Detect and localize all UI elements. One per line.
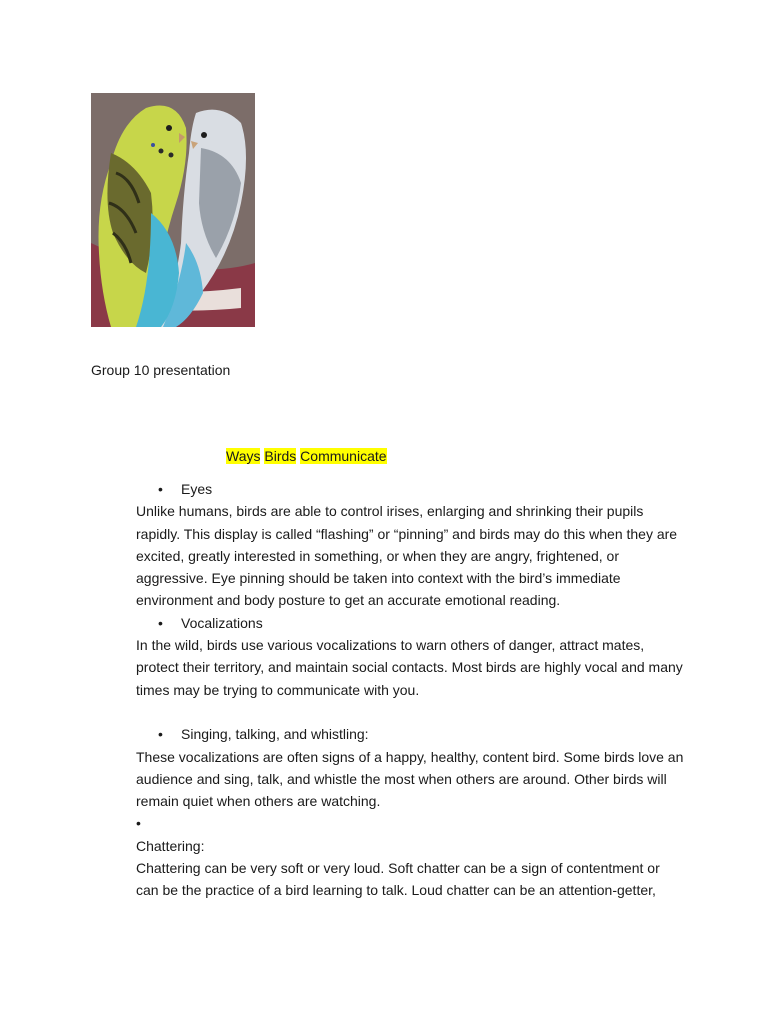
bullet-item xyxy=(136,478,684,500)
document-body xyxy=(136,478,684,902)
bullet-dot: • xyxy=(136,815,141,832)
bullet-dot: • xyxy=(158,614,163,631)
bullet-title: Singing, talking, and whistling: xyxy=(181,726,369,743)
section-title: Chattering: xyxy=(136,837,205,854)
section-paragraph: Chattering can be very soft or very loud. Soft chatter can be a sign of contentment or can be the practice of a bird learning to talk. Loud chatter can be an attention-getter, xyxy=(136,860,660,899)
section-paragraph: These vocalizations are often signs of a happy, healthy, content bird. Some birds love an audience and sing, talk, and whistle the most when others are around. Other birds will remain quiet when others are watching. xyxy=(136,748,684,810)
section-paragraph: Unlike humans, birds are able to control irises, enlarging and shrinking their pupils rapidly. This display is called “flashing” or “pinning” and birds may do this when they are excited, greatly interested in something, or when they are angry, frightened, or aggressive. Eye pinning should be taken into context with the bird’s immediate environment and body posture to get an accurate emotional reading. xyxy=(136,503,678,609)
heading-word: Birds xyxy=(264,448,297,464)
heading-word: Ways xyxy=(226,448,261,464)
bullet-item xyxy=(136,612,684,634)
bullet-dot: • xyxy=(158,726,163,743)
bullet-item xyxy=(136,723,684,745)
blank-line xyxy=(136,701,684,723)
bullet-title: Vocalizations xyxy=(181,614,263,631)
presentation-caption: Group 10 presentation xyxy=(91,362,231,378)
document-heading xyxy=(226,446,387,466)
section-paragraph: In the wild, birds use various vocalizations to warn others of danger, attract mates, protect their territory, and maintain social contacts. Most birds are highly vocal and many times may be trying to communicate with you. xyxy=(136,637,683,698)
heading-word: Communicate xyxy=(300,448,387,464)
budgie-photo xyxy=(91,93,255,327)
bullet-title: Eyes xyxy=(181,481,213,497)
bullet-dot: • xyxy=(158,481,163,497)
